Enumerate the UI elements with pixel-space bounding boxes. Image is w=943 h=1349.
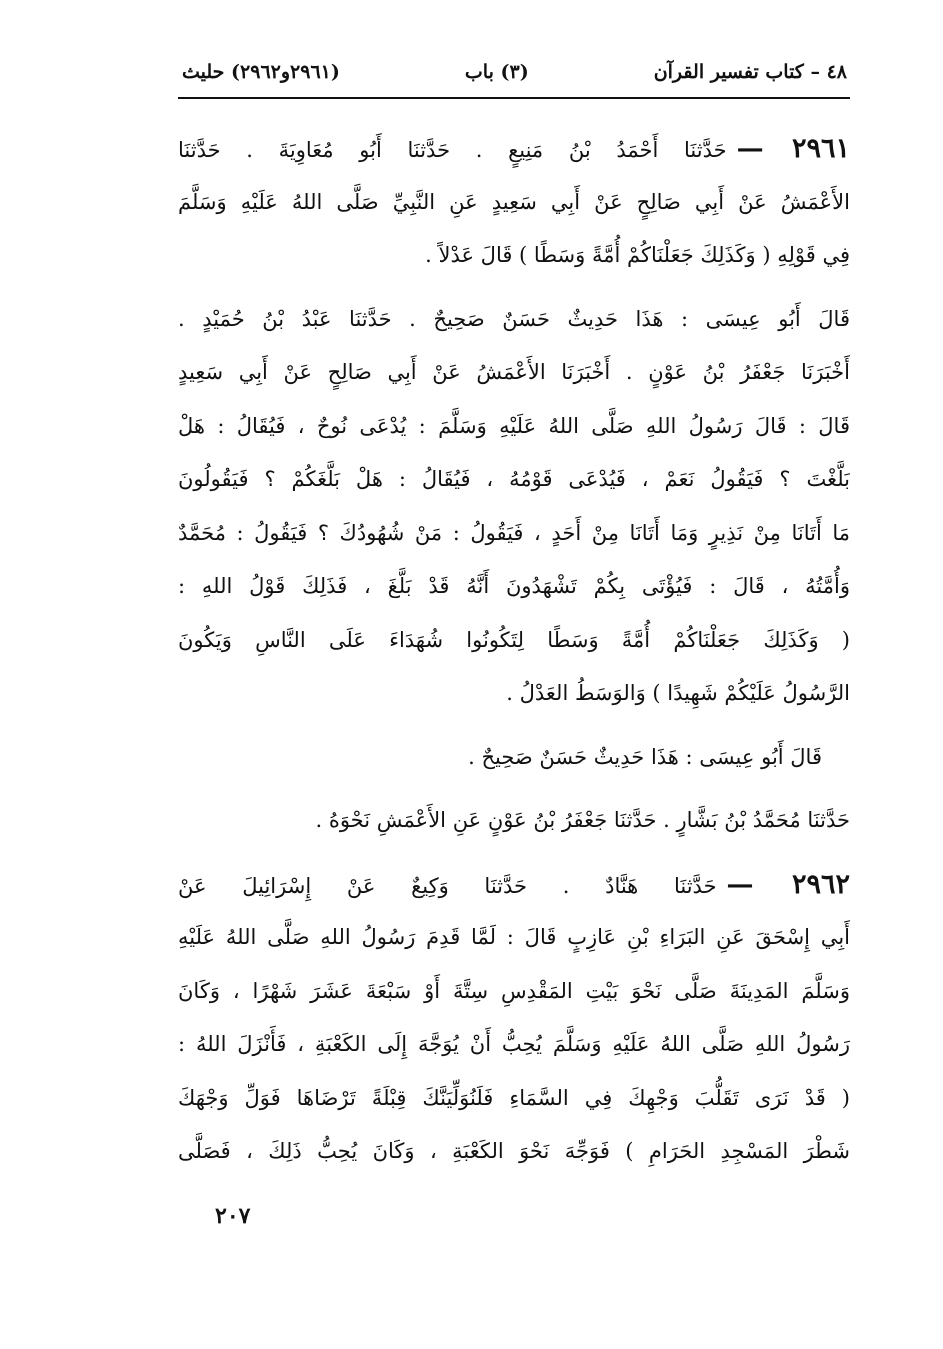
text-line: وَأُمَّتُهُ ، قَالَ : فَيُؤْتَى بِكُمْ تَشْهَدُونَ أَنَّهُ قَدْ بَلَّغَ ، فَذَلِكَ قَوْلُ اللهِ : <box>178 574 850 598</box>
hadith-paragraph <box>178 122 850 283</box>
header-chapter-title: ٤٨ – كتاب تفسير القرآن <box>653 61 847 83</box>
header-divider <box>178 97 850 99</box>
text-line: ( وَكَذَلِكَ جَعَلْنَاكُمْ أُمَّةً وَسَطًا لِتَكُونُوا شُهَدَاءَ عَلَى النَّاسِ وَيَكُونَ <box>178 627 850 652</box>
text-line: ( قَدْ نَرَى تَقَلُّبَ وَجْهِكَ فِي السَّمَاءِ فَلَنُوَلِّيَنَّكَ قِبْلَةً تَرْضَاهَا فَوَلِّ وَجْهَكَ <box>178 1085 850 1110</box>
commentary-paragraph <box>178 731 850 785</box>
text-line: مَا أَتَانَا مِنْ نَذِيرٍ وَمَا أَتَانَا مِنْ أَحَدٍ ، فَيَقُولُ : مَنْ شُهُودُكَ ؟ فَيَقُولُ : مُحَمَّدٌ <box>178 520 850 545</box>
text-line: ٢٩٦٢ —حَدَّثنَا هَنَّادٌ . حَدَّثنَا وَكِيعٌ عَنْ إِسْرَائِيلَ عَنْ <box>178 868 850 900</box>
page-number: ٢٠٧ <box>215 1203 251 1229</box>
text-line: قَالَ أَبُو عِيسَى : هَذَا حَدِيثٌ حَسَنٌ صَحِيحٌ . <box>468 744 822 769</box>
header-section-label: (٣) باب <box>464 61 529 83</box>
running-header <box>182 52 847 92</box>
text-line: رَسُولُ اللهِ صَلَّى اللهُ عَلَيْهِ وَسَلَّمَ يُحِبُّ أَنْ يُوَجَّهَ إِلَى الكَعْبَةِ ، فَأَنْزَلَ اللهُ : <box>178 1032 850 1056</box>
text-line: أَبِي إِسْحَقَ عَنِ البَرَاءِ بْنِ عَازِبٍ قَالَ : لَمَّا قَدِمَ رَسُولُ اللهِ صَلَّى اللهُ عَلَيْهِ <box>178 925 850 949</box>
text-line: قَالَ : قَالَ رَسُولُ اللهِ صَلَّى اللهُ عَلَيْهِ وَسَلَّمَ : يُدْعَى نُوحٌ ، فَيُقَالُ : هَلْ <box>178 413 850 438</box>
text-line: حَدَّثنَا مُحَمَّدُ بْنُ بَشَّارٍ . حَدَّثنَا جَعْفَرُ بْنُ عَوْنٍ عَنِ الأَعْمَشِ نَحْوَهُ . <box>315 808 850 832</box>
text-line: بَلَّغْتَ ؟ فَيَقُولُ نَعَمْ ، فَيُدْعَى قَوْمُهُ ، فَيُقَالُ : هَلْ بَلَّغَكُمْ ؟ فَيَقُولُونَ <box>178 467 850 491</box>
page-body <box>178 122 850 1179</box>
text-line: أَخْبَرَنَا جَعْفَرُ بْنُ عَوْنٍ . أَخْبَرَنَا الأَعْمَشُ عَنْ أَبِي صَالِحٍ عَنْ أَبِي سَعِيدٍ <box>178 360 850 384</box>
text-line: الأَعْمَشُ عَنْ أَبِي صَالِحٍ عَنْ أَبِي سَعِيدٍ عَنِ النَّبِيِّ صَلَّى اللهُ عَلَيْهِ وَسَلَّمَ <box>178 189 850 214</box>
text-line: فِي قَوْلِهِ ( وَكَذَلِكَ جَعَلْنَاكُمْ أُمَّةً وَسَطًا ) قَالَ عَدْلاً . <box>425 243 850 267</box>
text-line: الرَّسُولُ عَلَيْكُمْ شَهِيدًا ) وَالوَسَطُ العَدْلُ . <box>506 681 850 705</box>
header-hadith-range: (٢٩٦١و٢٩٦٢) حليث <box>182 61 340 83</box>
text-line: قَالَ أَبُو عِيسَى : هَذَا حَدِيثٌ حَسَنٌ صَحِيحٌ . حَدَّثنَا عَبْدُ بْنُ حُمَيْدٍ . <box>178 306 850 331</box>
hadith-number: ٢٩٦١ — <box>736 133 850 164</box>
hadith-number: ٢٩٦٢ — <box>726 868 850 900</box>
text-line: ٢٩٦١ —حَدَّثنَا أَحْمَدُ بْنُ مَنِيعٍ . حَدَّثنَا أَبُو مُعَاوِيَةَ . حَدَّثنَا <box>178 133 850 164</box>
commentary-paragraph <box>178 794 850 848</box>
text-line: شَطْرَ المَسْجِدِ الحَرَامِ ) فَوَجِّهَ نَحْوَ الكَعْبَةِ ، وَكَانَ يُحِبُّ ذَلِكَ ، فَصَلَّى <box>178 1139 850 1163</box>
commentary-paragraph <box>178 293 850 721</box>
text-line: وَسَلَّمَ المَدِينَةَ صَلَّى نَحْوَ بَيْتِ المَقْدِسِ سِتَّةَ أَوْ سَبْعَةَ عَشَرَ شَهْرًا ، وَكَانَ <box>178 978 850 1003</box>
hadith-paragraph <box>178 858 850 1179</box>
